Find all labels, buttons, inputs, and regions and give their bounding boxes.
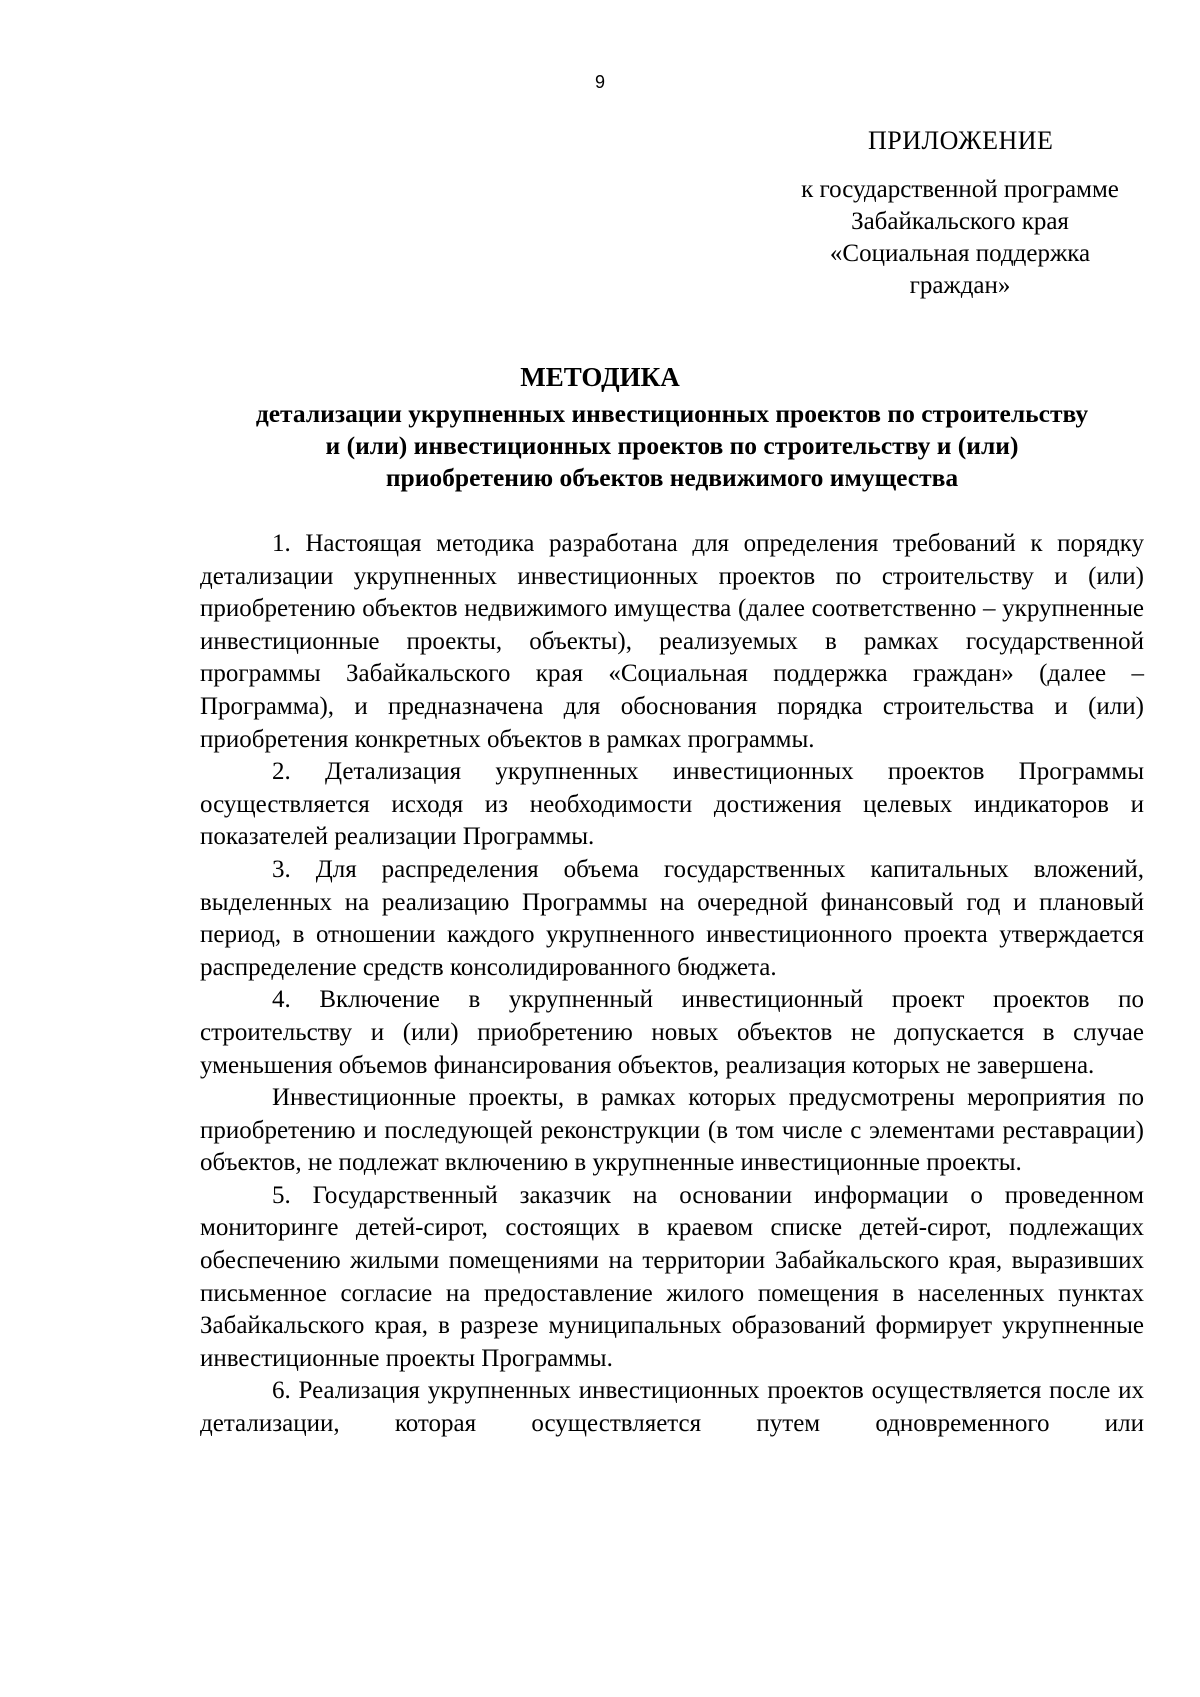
appendix-ref-line: граждан» [909, 272, 1011, 299]
document-subtitle [200, 398, 1144, 494]
paragraph-2: 2. Детализация укрупненных инвестиционных проектов Программы осуществляется исходя из необходимости достижения целевых индикаторов и показателей реализации Программы. [200, 758, 1144, 851]
document-title: МЕТОДИКА [520, 362, 680, 392]
paragraph-3: 3. Для распределения объема государственных капитальных вложений, выделенных на реализацию Программы на очередной финансовый год и плановый период, в отношении каждого укрупненного инвестиционного проекта утверждается распределение средств консолидированного бюджета. [200, 855, 1144, 981]
paragraph-1: 1. Настоящая методика разработана для определения требований к порядку детализации укрупненных инвестиционных проектов по строительству и (или) приобретению объектов недвижимого имущества (далее соответственно – укрупненные инвестиционные проекты, объекты), реализуемых в рамках государственной программы Забайкальского края «Социальная поддержка граждан» (далее – Программа), и предназначена для обоснования порядка строительства и (или) приобретения конкретных объектов в рамках программы. [200, 530, 1144, 753]
page-number: 9 [594, 72, 605, 92]
paragraph-5: 5. Государственный заказчик на основании информации о проведенном мониторинге детей-сирот, состоящих в краевом списке детей-сирот, подлежащих обеспечению жилыми помещениями на территории Забайкальского края, выразивших письменное согласие на предоставление жилого помещения в населенных пунктах Забайкальского края, в разрезе муниципальных образований формирует укрупненные инвестиционные проекты Программы. [200, 1181, 1144, 1372]
document-body [200, 528, 1144, 1441]
paragraph-6: 6. Реализация укрупненных инвестиционных проектов осуществляется после их детализации, которая осуществляется путем одновременного или [200, 1377, 1144, 1438]
appendix-ref-line: «Социальная поддержка [829, 240, 1091, 267]
subtitle-line: и (или) инвестиционных проектов по строительству и (или) [325, 431, 1019, 460]
subtitle-line: приобретению объектов недвижимого имущества [385, 463, 959, 492]
paragraph-4-continued: Инвестиционные проекты, в рамках которых предусмотрены мероприятия по приобретению и последующей реконструкции (в том числе с элементами реставрации) объектов, не подлежат включению в укрупненные инвестиционные проекты. [200, 1084, 1144, 1177]
appendix-reference [770, 174, 1150, 302]
subtitle-line: детализации укрупненных инвестиционных проектов по строительству [255, 399, 1089, 428]
appendix-ref-line: к государственной программе [801, 176, 1119, 203]
appendix-ref-line: Забайкальского края [851, 208, 1069, 235]
appendix-title: ПРИЛОЖЕНИЕ [868, 126, 1054, 155]
paragraph-4: 4. Включение в укрупненный инвестиционный проект проектов по строительству и (или) приобретению новых объектов не допускается в случае уменьшения объемов финансирования объектов, реализация которых не завершена. [200, 986, 1144, 1079]
